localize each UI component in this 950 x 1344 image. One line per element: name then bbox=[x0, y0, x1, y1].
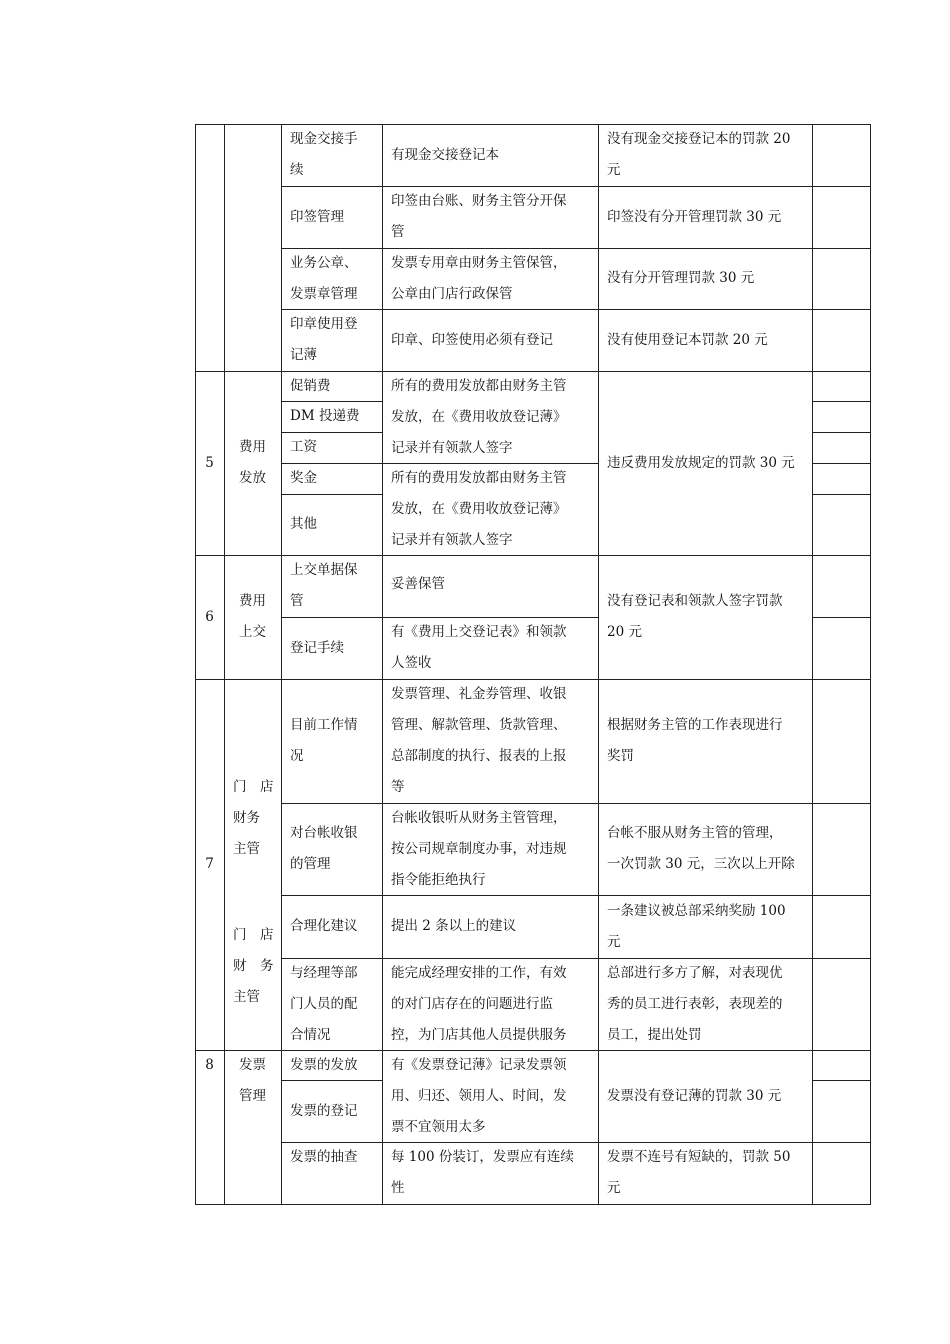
standard-cell: 发票管理、礼金券管理、收银 管理、解款管理、货款管理、 总部制度的执行、报表的上报 等 bbox=[391, 686, 567, 795]
standard-cell: 印章、印签使用必须有登记 bbox=[391, 331, 553, 348]
table-rule bbox=[812, 617, 871, 618]
table-rule bbox=[195, 1204, 871, 1205]
section-number: 6 bbox=[205, 608, 214, 625]
penalty-cell: 违反费用发放规定的罚款 30 元 bbox=[607, 454, 795, 471]
table-rule bbox=[812, 1080, 871, 1081]
item-cell: 合理化建议 bbox=[290, 918, 358, 934]
section-category: 费用 上交 bbox=[239, 593, 266, 640]
penalty-cell: 发票没有登记薄的罚款 30 元 bbox=[607, 1087, 782, 1104]
section-category: 门 店 财 务 主管 bbox=[233, 927, 274, 1005]
penalty-cell: 根据财务主管的工作表现进行 奖罚 bbox=[607, 717, 783, 764]
section-number: 7 bbox=[205, 856, 214, 872]
penalty-cell: 没有使用登记本罚款 20 元 bbox=[607, 331, 768, 348]
standard-cell: 所有的费用发放都由财务主管 发放，在《费用收放登记薄》 记录并有领款人签字 bbox=[391, 377, 567, 456]
item-cell: 业务公章、 发票章管理 bbox=[290, 254, 358, 302]
item-cell: 奖金 bbox=[290, 470, 317, 486]
standard-cell: 能完成经理安排的工作，有效 的对门店存在的问题进行监 控，为门店其他人员提供服务 bbox=[391, 964, 567, 1043]
item-cell: 现金交接手 续 bbox=[290, 131, 358, 178]
item-cell: 其他 bbox=[290, 516, 317, 532]
section-category: 门 店 财务 主管 bbox=[233, 779, 274, 857]
item-cell: 发票的登记 bbox=[290, 1102, 358, 1119]
item-cell: 印章使用登 记薄 bbox=[290, 316, 358, 363]
standard-cell: 有《发票登记薄》记录发票领 用、归还、领用人、时间，发 票不宜领用太多 bbox=[391, 1056, 567, 1135]
standard-cell: 提出 2 条以上的建议 bbox=[391, 918, 517, 934]
item-cell: 对台帐收银 的管理 bbox=[290, 825, 358, 872]
standard-cell: 所有的费用发放都由财务主管 发放，在《费用收放登记薄》 记录并有领款人签字 bbox=[391, 469, 567, 548]
item-cell: 发票的发放 bbox=[290, 1056, 358, 1073]
item-cell: 促销费 bbox=[290, 377, 331, 394]
item-cell: 发票的抽查 bbox=[290, 1149, 358, 1165]
standard-cell: 印签由台账、财务主管分开保 管 bbox=[391, 193, 567, 240]
standard-cell: 有《费用上交登记表》和领款 人签收 bbox=[391, 624, 567, 671]
standard-cell: 发票专用章由财务主管保管， 公章由门店行政保管 bbox=[391, 254, 567, 302]
item-cell: 登记手续 bbox=[290, 639, 344, 656]
item-cell: 目前工作情 况 bbox=[290, 717, 358, 764]
table-rule bbox=[812, 463, 871, 464]
item-cell: 工资 bbox=[290, 439, 317, 455]
table-rule bbox=[812, 494, 871, 495]
item-cell: 与经理等部 门人员的配 合情况 bbox=[290, 964, 358, 1043]
penalty-cell: 印签没有分开管理罚款 30 元 bbox=[607, 208, 782, 225]
item-cell: 上交单据保 管 bbox=[290, 562, 358, 609]
standard-cell: 台帐收银听从财务主管管理， 按公司规章制度办事，对违规 指令能拒绝执行 bbox=[391, 809, 567, 888]
standard-cell: 每 100 份装订，发票应有连续 性 bbox=[391, 1149, 574, 1196]
standard-cell: 有现金交接登记本 bbox=[391, 146, 499, 163]
penalty-cell: 发票不连号有短缺的，罚款 50 元 bbox=[607, 1149, 791, 1196]
section-category: 费用 发放 bbox=[239, 439, 266, 486]
table-rule bbox=[812, 432, 871, 433]
penalty-cell: 总部进行多方了解，对表现优 秀的员工进行表彰，表现差的 员工，提出处罚 bbox=[607, 964, 783, 1043]
table-rule bbox=[812, 401, 871, 402]
table-rule bbox=[812, 124, 813, 1205]
penalty-cell: 台帐不服从财务主管的管理， 一次罚款 30 元，三次以上开除 bbox=[607, 825, 795, 872]
penalty-cell: 没有登记表和领款人签字罚款 20 元 bbox=[607, 593, 783, 640]
item-cell: DM 投递费 bbox=[290, 408, 360, 424]
penalty-cell: 一条建议被总部采纳奖励 100 元 bbox=[607, 902, 786, 950]
item-cell: 印签管理 bbox=[290, 208, 344, 225]
table-rule bbox=[870, 124, 871, 1205]
section-category: 发票 管理 bbox=[239, 1057, 266, 1104]
penalty-cell: 没有现金交接登记本的罚款 20 元 bbox=[607, 131, 791, 178]
section-number: 8 bbox=[205, 1056, 214, 1073]
section-number: 5 bbox=[205, 454, 214, 471]
standard-cell: 妥善保管 bbox=[391, 576, 445, 592]
penalty-cell: 没有分开管理罚款 30 元 bbox=[607, 270, 755, 286]
